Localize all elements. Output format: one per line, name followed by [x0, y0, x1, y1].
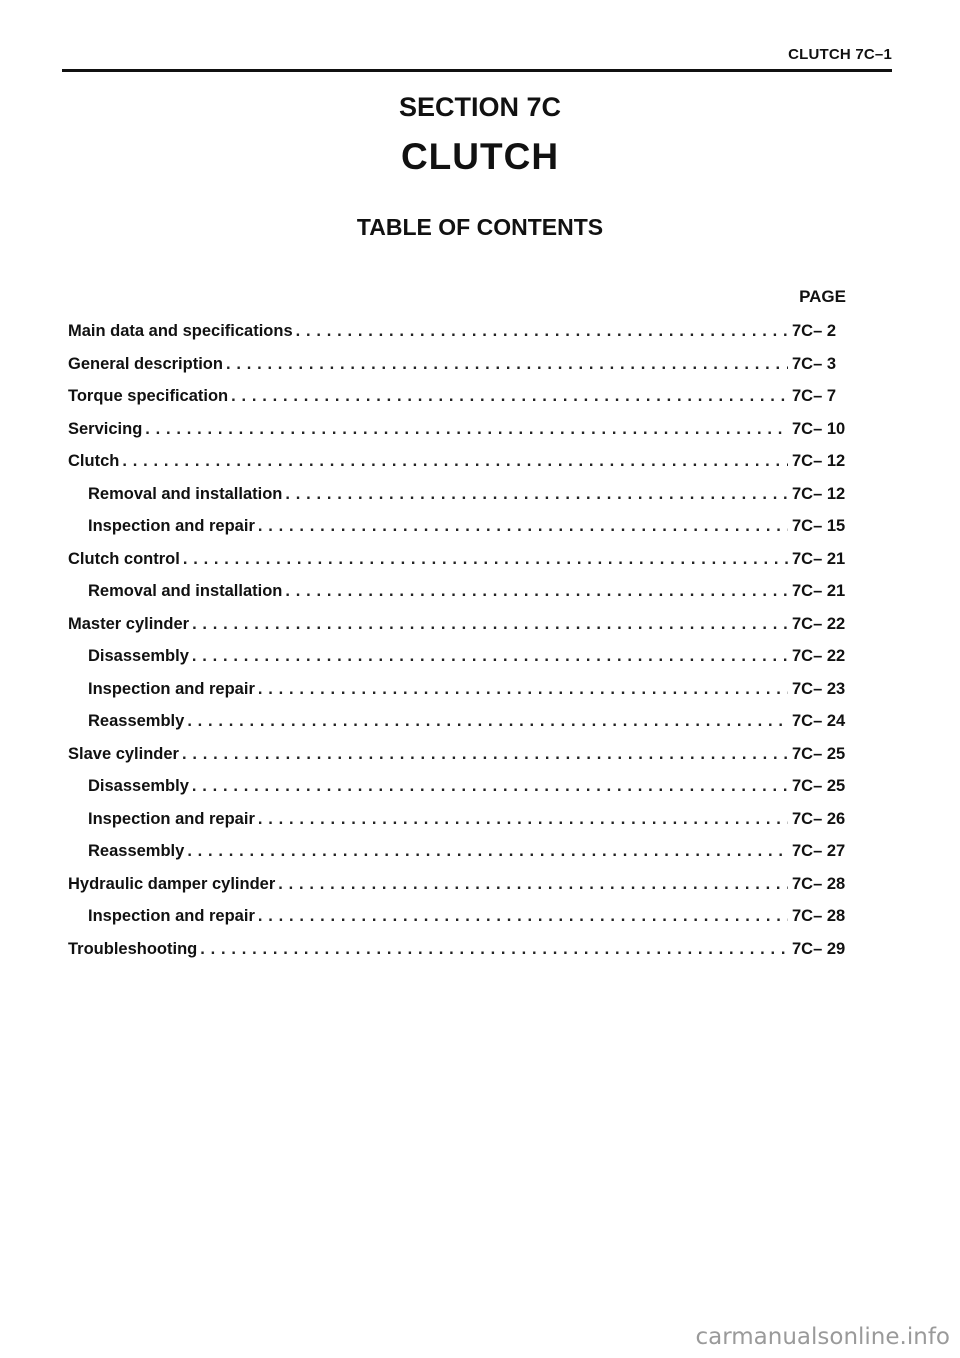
- dot-leader: [258, 673, 788, 706]
- toc-entry-page: 7C– 28: [792, 874, 846, 893]
- dot-leader: [122, 445, 788, 478]
- toc-entry-title: Removal and installation: [88, 484, 283, 503]
- toc-entry-page: 7C– 2: [792, 322, 837, 340]
- toc-entry-page: 7C– 21: [792, 582, 846, 600]
- dot-leader: [187, 705, 788, 738]
- toc-row[interactable]: [68, 380, 858, 413]
- toc-entry-page: 7C– 12: [792, 452, 846, 470]
- dot-leader: [182, 738, 788, 771]
- section-title: CLUTCH: [400, 136, 560, 177]
- toc-entry-page: 7C– 26: [792, 809, 846, 828]
- dot-leader: [231, 380, 788, 413]
- toc-entry-title: Removal and installation: [88, 582, 283, 600]
- dot-leader: [200, 933, 788, 966]
- toc-entry-title: Disassembly: [88, 777, 189, 795]
- toc-row[interactable]: [68, 738, 858, 771]
- dot-leader: [145, 413, 788, 446]
- toc-row[interactable]: [68, 640, 858, 673]
- toc-row[interactable]: [68, 478, 858, 511]
- toc-row[interactable]: [68, 705, 858, 738]
- toc-entry-title: Clutch control: [68, 549, 180, 568]
- dot-leader: [192, 640, 788, 673]
- toc-entry-page: 7C– 3: [792, 354, 837, 373]
- header-rule: [62, 69, 892, 72]
- toc-entry-title: Clutch: [68, 452, 120, 470]
- toc-entry-title: Disassembly: [88, 647, 189, 665]
- toc-entry-page: 7C– 10: [792, 419, 846, 438]
- toc-entry-page: 7C– 15: [792, 517, 846, 535]
- toc-entry-page: 7C– 7: [792, 387, 837, 405]
- section-label: SECTION 7C: [398, 92, 562, 122]
- toc-row[interactable]: [68, 900, 858, 933]
- toc-entry-title: Main data and specifications: [68, 322, 293, 340]
- toc-entry-page: 7C– 25: [792, 744, 846, 763]
- toc-row[interactable]: [68, 510, 858, 543]
- toc-entry-title: Master cylinder: [68, 614, 190, 633]
- toc-row[interactable]: [68, 445, 858, 478]
- toc-entry-page: 7C– 25: [792, 777, 846, 795]
- toc-row[interactable]: [68, 933, 858, 966]
- toc-entry-page: 7C– 21: [792, 549, 846, 568]
- toc-entry-title: Reassembly: [88, 842, 185, 860]
- toc-entry-title: Inspection and repair: [88, 809, 255, 828]
- toc-row[interactable]: [68, 543, 858, 576]
- toc-row[interactable]: [68, 770, 858, 803]
- dot-leader: [285, 575, 788, 608]
- toc-entry-page: 7C– 28: [792, 907, 846, 925]
- toc-entry-title: Servicing: [68, 419, 143, 438]
- toc-entry-title: General description: [68, 354, 223, 373]
- toc-row[interactable]: [68, 608, 858, 641]
- toc-entry-title: Troubleshooting: [68, 939, 198, 958]
- dot-leader: [187, 835, 788, 868]
- dot-leader: [258, 510, 788, 543]
- toc-entry-title: Hydraulic damper cylinder: [68, 874, 276, 893]
- table-of-contents: [68, 315, 858, 965]
- toc-entry-page: 7C– 22: [792, 614, 846, 633]
- toc-entry-page: 7C– 27: [792, 842, 846, 860]
- toc-row[interactable]: [68, 315, 858, 348]
- toc-entry-title: Inspection and repair: [88, 679, 255, 698]
- dot-leader: [285, 478, 788, 511]
- dot-leader: [296, 315, 788, 348]
- toc-row[interactable]: [68, 835, 858, 868]
- running-head: CLUTCH 7C–1: [788, 46, 892, 63]
- toc-entry-page: 7C– 23: [792, 679, 846, 698]
- toc-entry-title: Inspection and repair: [88, 907, 255, 925]
- toc-entry-title: Torque specification: [68, 387, 229, 405]
- dot-leader: [278, 868, 788, 901]
- toc-entry-page: 7C– 22: [792, 647, 846, 665]
- toc-entry-title: Reassembly: [88, 712, 185, 730]
- dot-leader: [226, 348, 788, 381]
- toc-entry-title: Slave cylinder: [68, 744, 179, 763]
- dot-leader: [192, 608, 788, 641]
- dot-leader: [258, 803, 788, 836]
- toc-row[interactable]: [68, 803, 858, 836]
- toc-entry-page: 7C– 12: [792, 484, 846, 503]
- dot-leader: [258, 900, 788, 933]
- toc-heading: TABLE OF CONTENTS: [356, 214, 604, 240]
- toc-entry-title: Inspection and repair: [88, 517, 255, 535]
- toc-row[interactable]: [68, 575, 858, 608]
- toc-entry-page: 7C– 24: [792, 712, 846, 730]
- toc-row[interactable]: [68, 673, 858, 706]
- toc-row[interactable]: [68, 413, 858, 446]
- toc-row[interactable]: [68, 348, 858, 381]
- dot-leader: [192, 770, 788, 803]
- toc-entry-page: 7C– 29: [792, 939, 846, 958]
- dot-leader: [183, 543, 788, 576]
- toc-row[interactable]: [68, 868, 858, 901]
- page-column-label: PAGE: [799, 287, 846, 306]
- watermark-text: carmanualsonline.info: [695, 1324, 950, 1350]
